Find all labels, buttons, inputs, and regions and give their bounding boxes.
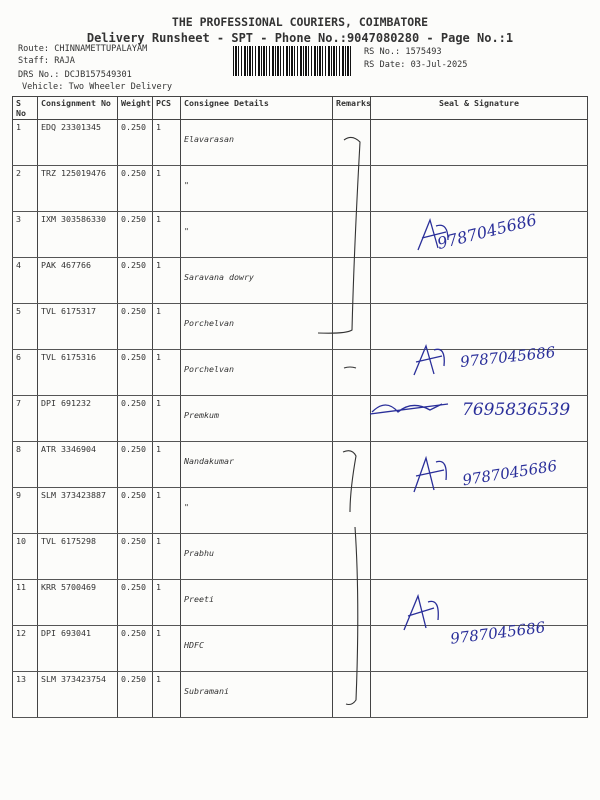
phone-handwritten: 9787045686 [449,618,547,648]
serial-number-cell: 2 [13,166,38,212]
col-signature: Seal & Signature [371,97,588,120]
consignment-number-cell: IXM 303586330 [38,212,118,258]
consignment-number-cell: TVL 6175298 [38,534,118,580]
col-sno: S No [13,97,38,120]
consignee-cell: Saravana dowry [181,258,333,304]
consignment-number-cell: PAK 467766 [38,258,118,304]
pcs-cell: 1 [153,672,181,718]
weight-cell: 0.250 [118,626,153,672]
consignee-cell: Nandakumar [181,442,333,488]
pcs-cell: 1 [153,120,181,166]
pcs-cell: 1 [153,488,181,534]
consignment-number-cell: KRR 5700469 [38,580,118,626]
struck-signature [372,404,442,412]
remarks-bracket [346,527,358,705]
consignee-cell: Porchelvan [181,304,333,350]
consignment-number-cell: TVL 6175317 [38,304,118,350]
consignment-number-cell: DPI 691232 [38,396,118,442]
serial-number-cell: 1 [13,120,38,166]
pcs-cell: 1 [153,304,181,350]
consignment-number-cell: SLM 373423887 [38,488,118,534]
serial-number-cell: 3 [13,212,38,258]
rs-date: RS Date: 03-Jul-2025 [364,60,468,70]
consignee-cell: Preeti [181,580,333,626]
weight-cell: 0.250 [118,396,153,442]
pcs-cell: 1 [153,534,181,580]
col-consignee: Consignee Details [181,97,333,120]
weight-cell: 0.250 [118,672,153,718]
consignee-cell: Prabhu [181,534,333,580]
consignment-number-cell: TRZ 125019476 [38,166,118,212]
phone-handwritten: 9787045686 [459,343,557,371]
route-label: Route: CHINNAMETTUPALAYAM [18,44,148,54]
pcs-cell: 1 [153,350,181,396]
signature-mark [414,458,446,492]
consignment-number-cell: EDQ 23301345 [38,120,118,166]
weight-cell: 0.250 [118,442,153,488]
consignment-number-cell: ATR 3346904 [38,442,118,488]
weight-cell: 0.250 [118,580,153,626]
consignee-cell: " [181,488,333,534]
runsheet-subtitle: Delivery Runsheet - SPT - Phone No.:9047080280 - Page No.:1 [86,31,514,45]
pcs-cell: 1 [153,166,181,212]
consignment-number-cell: SLM 373423754 [38,672,118,718]
pcs-cell: 1 [153,626,181,672]
weight-cell: 0.250 [118,120,153,166]
staff-label: Staff: RAJA [18,56,75,66]
weight-cell: 0.250 [118,350,153,396]
consignee-cell: Elavarasan [181,120,333,166]
consignee-cell: Premkum [181,396,333,442]
consignee-cell: Porchelvan [181,350,333,396]
weight-cell: 0.250 [118,488,153,534]
pcs-cell: 1 [153,396,181,442]
serial-number-cell: 12 [13,626,38,672]
serial-number-cell: 10 [13,534,38,580]
remarks-bracket [318,137,360,333]
phone-handwritten: 9787045686 [435,209,539,254]
serial-number-cell: 4 [13,258,38,304]
col-pcs: PCS [153,97,181,120]
phone-handwritten: 9787045686 [461,456,559,490]
serial-number-cell: 11 [13,580,38,626]
pcs-cell: 1 [153,580,181,626]
serial-number-cell: 9 [13,488,38,534]
consignment-number-cell: DPI 693041 [38,626,118,672]
weight-cell: 0.250 [118,258,153,304]
phone-handwritten: 7695836539 [462,400,571,420]
serial-number-cell: 13 [13,672,38,718]
consignee-cell: " [181,166,333,212]
serial-number-cell: 7 [13,396,38,442]
signature-mark [414,346,444,375]
pcs-cell: 1 [153,442,181,488]
consignee-cell: Subramani [181,672,333,718]
col-remarks: Remarks [333,97,371,120]
company-title: THE PROFESSIONAL COURIERS, COIMBATORE [171,15,429,29]
drs-label: DRS No.: DCJB157549301 [18,70,132,80]
weight-cell: 0.250 [118,166,153,212]
weight-cell: 0.250 [118,212,153,258]
vehicle-label: Vehicle: Two Wheeler Delivery [22,82,173,92]
pcs-cell: 1 [153,212,181,258]
serial-number-cell: 6 [13,350,38,396]
serial-number-cell: 8 [13,442,38,488]
remarks-bracket [343,451,356,512]
signature-mark [404,596,438,630]
weight-cell: 0.250 [118,534,153,580]
consignee-cell: " [181,212,333,258]
col-consignment: Consignment No [38,97,118,120]
weight-cell: 0.250 [118,304,153,350]
consignment-number-cell: TVL 6175316 [38,350,118,396]
consignee-cell: HDFC [181,626,333,672]
remarks-mark [344,367,356,368]
rs-number: RS No.: 1575493 [364,47,442,57]
serial-number-cell: 5 [13,304,38,350]
col-weight: Weight [118,97,153,120]
pcs-cell: 1 [153,258,181,304]
